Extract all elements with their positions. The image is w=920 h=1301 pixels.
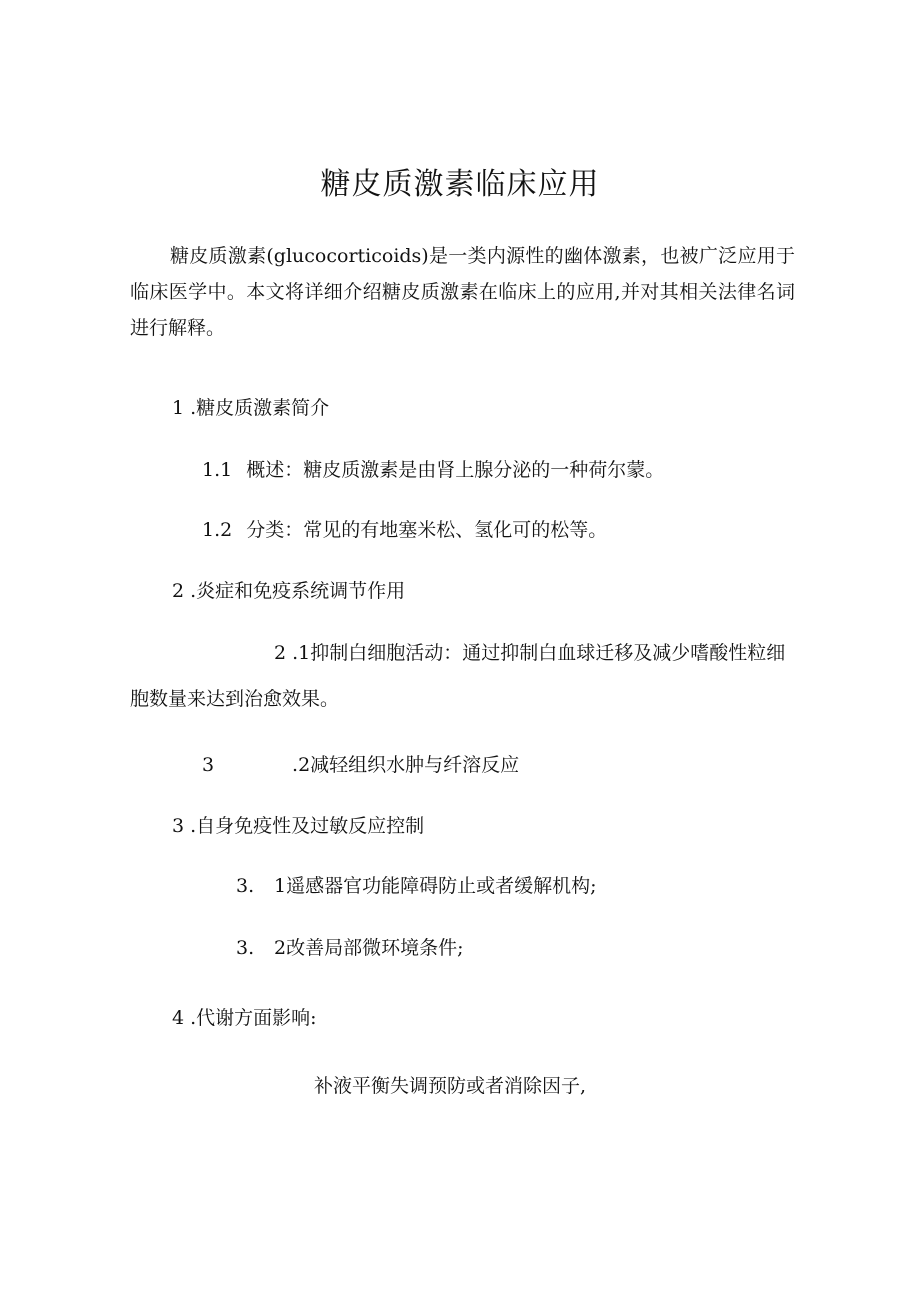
- section-number: 1: [172, 397, 185, 419]
- subsection-number: 3.: [236, 937, 255, 959]
- subsection-4-1: [314, 1071, 586, 1101]
- intro-paragraph: 糖皮质激素(glucocorticoids)是一类内源性的幽体激素，也被广泛应用于临床医学中。本文将详细介绍糖皮质激素在临床上的应用,并对其相关法律名词进行解释。: [130, 245, 795, 339]
- subsection-text: 2改善局部微环境条件;: [274, 937, 464, 959]
- section-title: .糖皮质激素简介: [190, 397, 330, 419]
- subsection-text: 分类：常见的有地塞米松、氢化可的松等。: [246, 519, 608, 541]
- subsection-text: .1抑制白细胞活动：通过抑制白血球迁移及减少嗜酸性粒细胞数量来达到治愈效果。: [130, 642, 786, 710]
- subsection-number: 1.2: [202, 519, 233, 541]
- subsection-1-2: [202, 515, 607, 545]
- section-heading-2: [172, 576, 405, 606]
- subsection-number: 3: [202, 754, 215, 776]
- section-number: 4: [172, 1007, 185, 1029]
- subsection-3-1: [236, 871, 597, 901]
- subsection-text: .2减轻组织水肿与纤溶反应: [292, 754, 520, 776]
- section-number: 2: [172, 580, 185, 602]
- subsection-3-2: [236, 933, 464, 963]
- subsection-text: 补液平衡失调预防或者消除因子,: [314, 1075, 587, 1097]
- section-heading-4: [172, 1003, 317, 1033]
- subsection-2-2: [202, 750, 519, 780]
- section-title: .自身免疫性及过敏反应控制: [190, 815, 425, 837]
- subsection-text: 1遥感器官功能障碍防止或者缓解机构;: [274, 875, 597, 897]
- subsection-text: 概述：糖皮质激素是由肾上腺分泌的一种荷尔蒙。: [246, 459, 665, 481]
- section-heading-1: [172, 393, 329, 423]
- document-title: 糖皮质激素临床应用: [320, 167, 600, 202]
- section-title: .代谢方面影响:: [190, 1007, 317, 1029]
- subsection-number: 1.1: [202, 459, 233, 481]
- section-heading-3: [172, 811, 424, 841]
- section-title: .炎症和免疫系统调节作用: [190, 580, 406, 602]
- subsection-2-1: [130, 630, 795, 722]
- section-number: 3: [172, 815, 185, 837]
- subsection-number: 2: [274, 642, 287, 664]
- subsection-number: 3.: [236, 875, 255, 897]
- subsection-1-1: [202, 455, 664, 485]
